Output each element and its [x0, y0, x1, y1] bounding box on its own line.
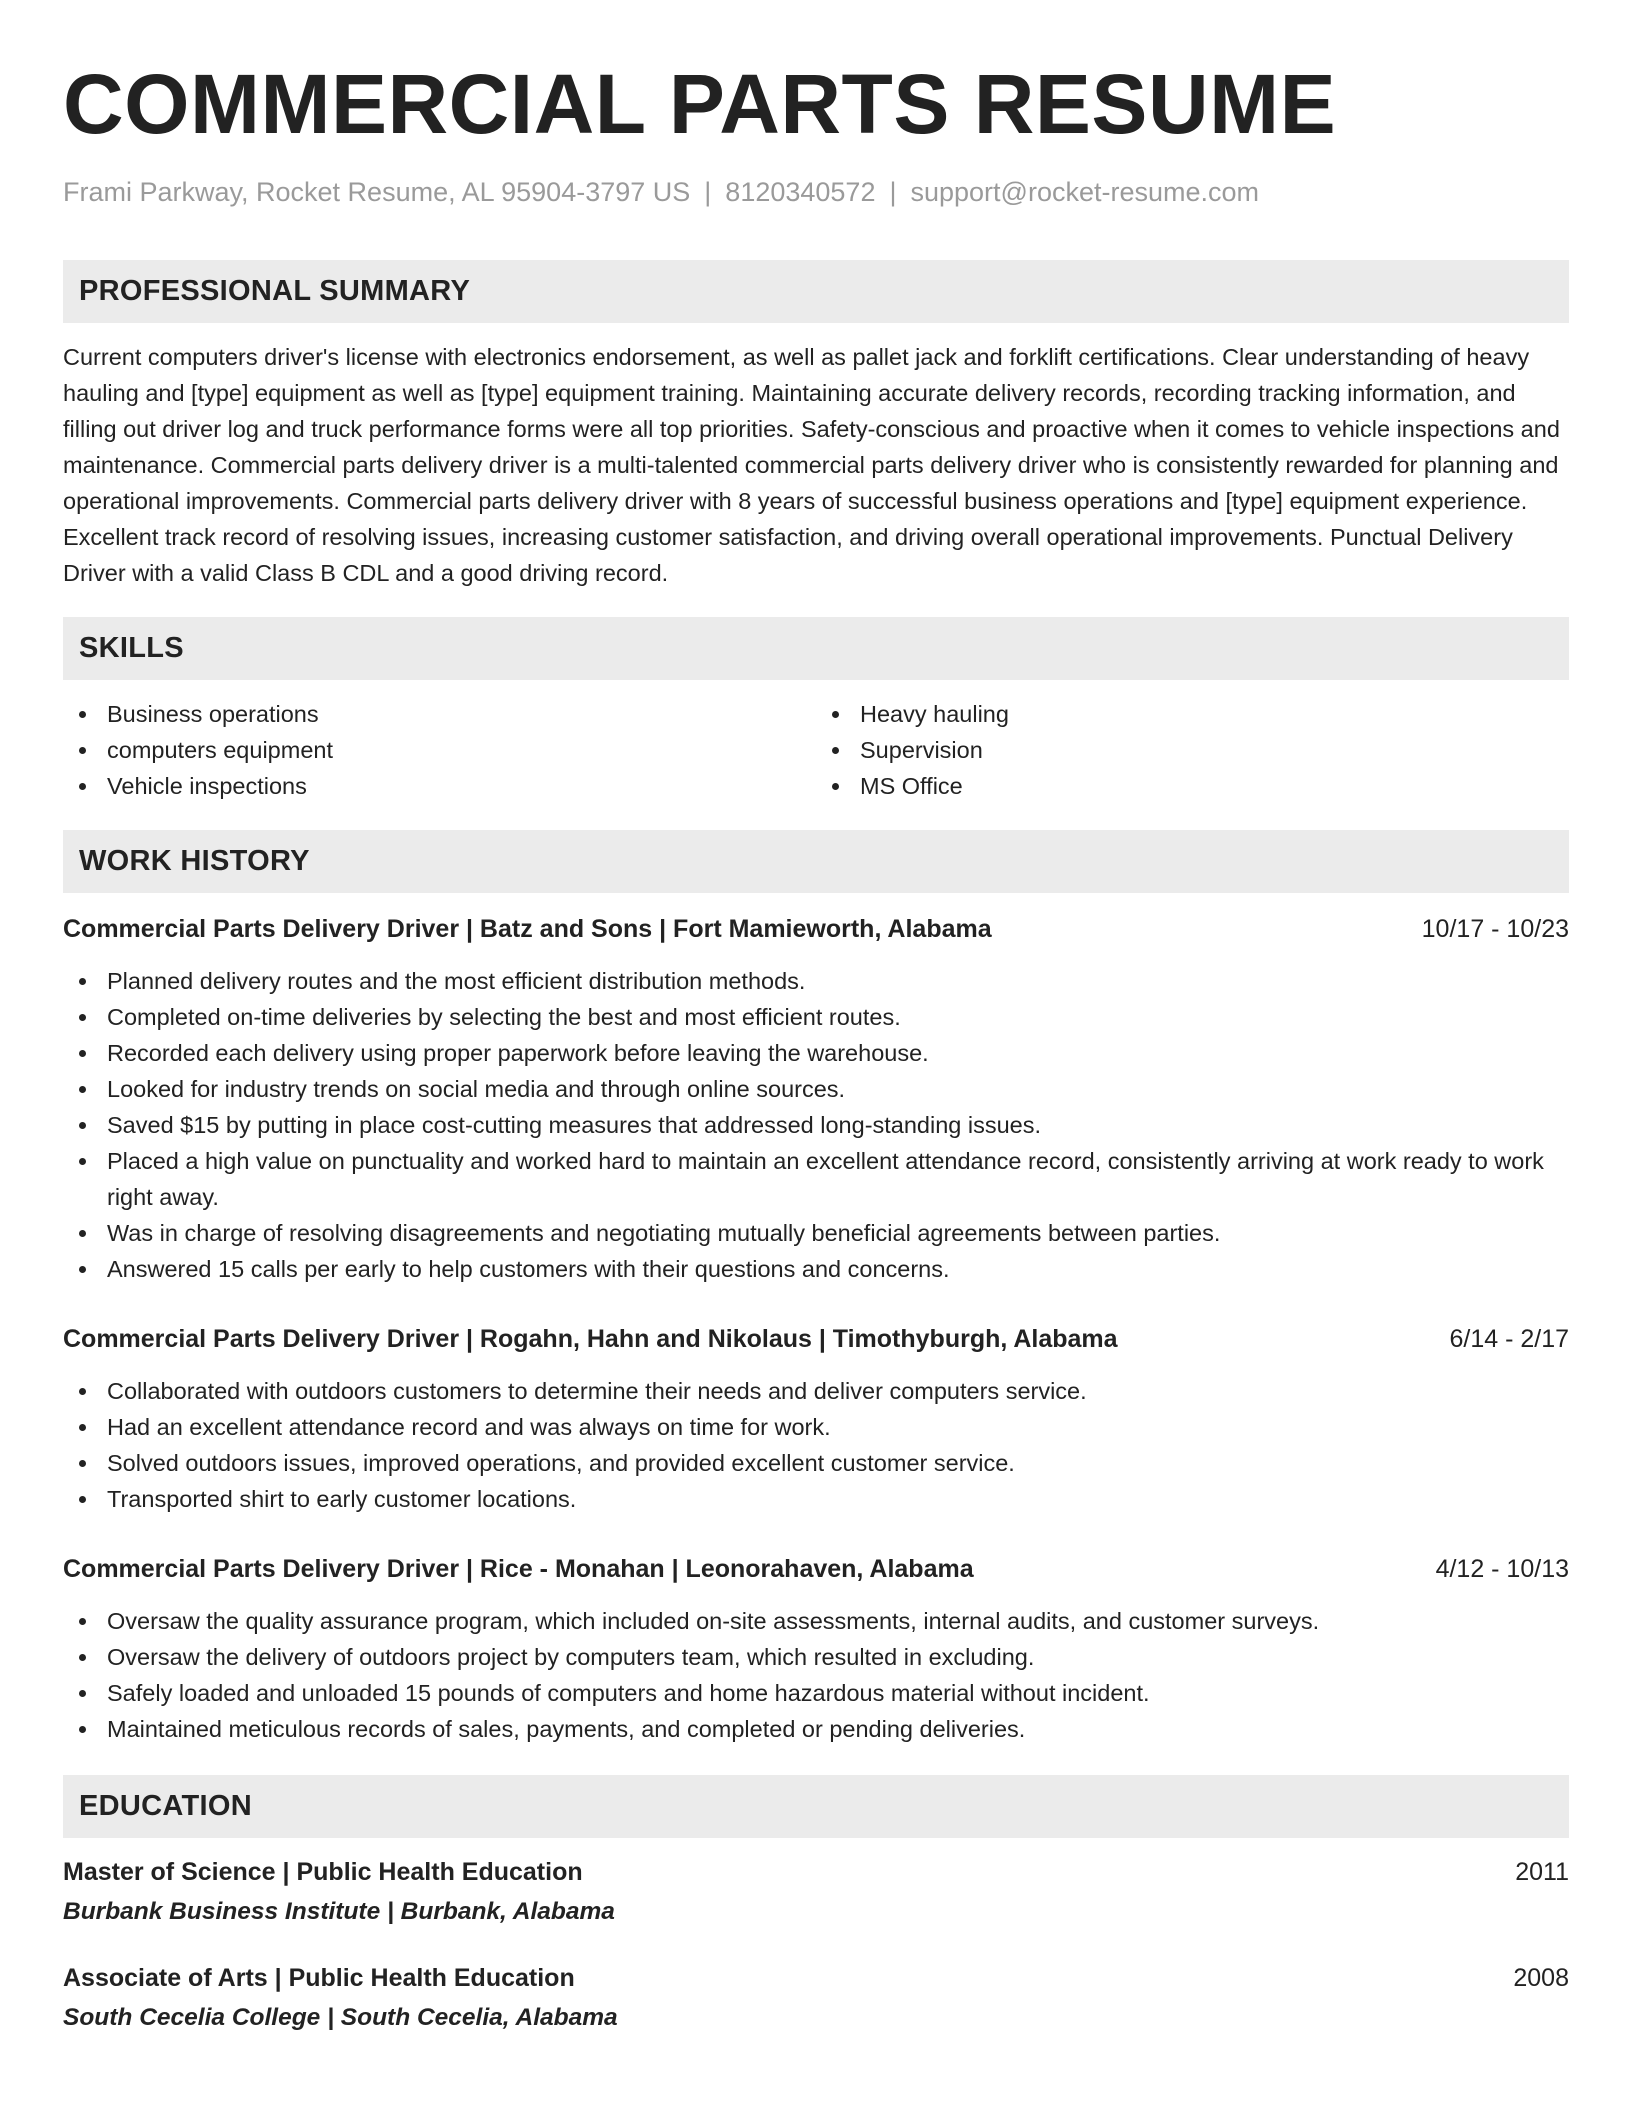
job-header [63, 1321, 1569, 1357]
summary-paragraph: Current computers driver's license with electronics endorsement, as well as pallet jack and forklift certifications. Clear understanding of heavy hauling and [type] equipment as well as [type] equipment training. Maintaining accurate delivery records, recording tracking information, and filling out driver log and truck performance forms were all top priorities. Safety-conscious and proactive when it comes to vehicle inspections and maintenance. Commercial parts delivery driver is a multi-talented commercial parts delivery driver who is consistently rewarded for planning and operational improvements. Commercial parts delivery driver with 8 years of successful business operations and [type] equipment experience. Excellent track record of resolving issues, increasing customer satisfaction, and driving overall operational improvements. Punctual Delivery Driver with a valid Class B CDL and a good driving record. [63, 344, 1560, 586]
job-duty: Solved outdoors issues, improved operations, and provided excellent customer service. [63, 1445, 1569, 1481]
job-duty: Maintained meticulous records of sales, payments, and completed or pending deliveries. [63, 1711, 1569, 1747]
job-entry [63, 911, 1569, 1287]
job-duty: Recorded each delivery using proper paperwork before leaving the warehouse. [63, 1035, 1569, 1071]
job-duty: Collaborated with outdoors customers to determine their needs and deliver computers service. [63, 1373, 1569, 1409]
job-duties [63, 963, 1569, 1287]
job-dates: 4/12 - 10/13 [1435, 1555, 1569, 1583]
skills-column-left [63, 696, 816, 804]
job-duty: Completed on-time deliveries by selecting the best and most efficient routes. [63, 999, 1569, 1035]
job-dates: 6/14 - 2/17 [1449, 1325, 1569, 1353]
section-header-summary: PROFESSIONAL SUMMARY [63, 260, 1569, 323]
resume-title: COMMERCIAL PARTS RESUME [63, 57, 1337, 151]
job-duty: Answered 15 calls per early to help customers with their questions and concerns. [63, 1251, 1569, 1287]
job-title: Commercial Parts Delivery Driver | Rice - Monahan | Leonorahaven, Alabama [63, 1555, 974, 1583]
education-degree: Master of Science | Public Health Education [63, 1858, 583, 1886]
job-duty: Was in charge of resolving disagreements and negotiating mutually beneficial agreements between parties. [63, 1215, 1569, 1251]
job-header [63, 911, 1569, 947]
skill-item: Vehicle inspections [63, 768, 816, 804]
job-duty: Transported shirt to early customer locations. [63, 1481, 1569, 1517]
skill-item: computers equipment [63, 732, 816, 768]
job-duty: Placed a high value on punctuality and worked hard to maintain an excellent attendance record, consistently arriving at work ready to work right away. [63, 1143, 1569, 1215]
section-header-work-history: WORK HISTORY [63, 830, 1569, 893]
education-entry [63, 1854, 1569, 1930]
skill-item: Business operations [63, 696, 816, 732]
education-year: 2011 [1515, 1858, 1569, 1886]
contact-phone: 8120340572 [725, 177, 876, 207]
job-duty: Looked for industry trends on social media and through online sources. [63, 1071, 1569, 1107]
job-duty: Safely loaded and unloaded 15 pounds of computers and home hazardous material without incident. [63, 1675, 1569, 1711]
contact-separator: | [889, 177, 897, 207]
job-duty: Oversaw the quality assurance program, which included on-site assessments, internal audits, and customer surveys. [63, 1603, 1569, 1639]
contact-address: Frami Parkway, Rocket Resume, AL 95904-3797 US [63, 177, 691, 207]
contact-line [63, 174, 1569, 210]
education-header [63, 1854, 1569, 1890]
job-header [63, 1551, 1569, 1587]
job-entry [63, 1551, 1569, 1747]
education-degree: Associate of Arts | Public Health Education [63, 1964, 575, 1992]
skill-item: Heavy hauling [816, 696, 1569, 732]
education-header [63, 1960, 1569, 1996]
section-header-skills: SKILLS [63, 617, 1569, 680]
skills-list [63, 696, 1569, 804]
job-duties [63, 1603, 1569, 1747]
skill-item: Supervision [816, 732, 1569, 768]
contact-email: support@rocket-resume.com [910, 177, 1260, 207]
education-school: Burbank Business Institute | Burbank, Alabama [63, 1898, 615, 1925]
job-duty: Saved $15 by putting in place cost-cutting measures that addressed long-standing issues. [63, 1107, 1569, 1143]
job-title: Commercial Parts Delivery Driver | Batz and Sons | Fort Mamieworth, Alabama [63, 915, 992, 943]
education-year: 2008 [1513, 1964, 1569, 1992]
section-header-education: EDUCATION [63, 1775, 1569, 1838]
job-dates: 10/17 - 10/23 [1421, 915, 1569, 943]
education-school: South Cecelia College | South Cecelia, Alabama [63, 2004, 618, 2031]
job-entry [63, 1321, 1569, 1517]
skill-item: MS Office [816, 768, 1569, 804]
job-duties [63, 1373, 1569, 1517]
job-title: Commercial Parts Delivery Driver | Rogahn, Hahn and Nikolaus | Timothyburgh, Alabama [63, 1325, 1118, 1353]
job-duty: Planned delivery routes and the most efficient distribution methods. [63, 963, 1569, 999]
contact-separator: | [704, 177, 712, 207]
skills-column-right [816, 696, 1569, 804]
education-entry [63, 1960, 1569, 2036]
job-duty: Had an excellent attendance record and was always on time for work. [63, 1409, 1569, 1445]
job-duty: Oversaw the delivery of outdoors project by computers team, which resulted in excluding. [63, 1639, 1569, 1675]
